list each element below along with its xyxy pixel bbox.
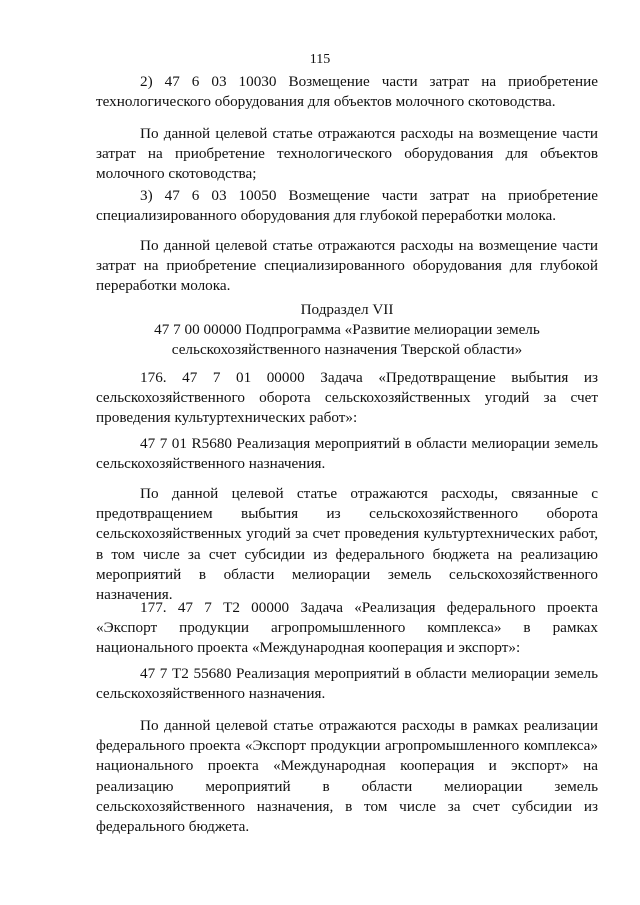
paragraph-task-177: 177. 47 7 Т2 00000 Задача «Реализация федерального проекта «Экспорт продукции агропромышленного комплекса» в рамках национального проекта «Международная кооперация и экспорт»: bbox=[96, 599, 598, 657]
subsection-title: Подраздел VII bbox=[300, 301, 394, 318]
paragraph-article-t255680: 47 7 Т2 55680 Реализация мероприятий в области мелиорации земель сельскохозяйственного назначения. bbox=[96, 665, 598, 703]
page-number: 115 bbox=[309, 52, 331, 67]
paragraph-description-t255680: По данной целевой статье отражаются расходы в рамках реализации федерального проекта «Экспорт продукции агропромышленного комплекса» национального проекта «Международная кооперация и экспорт» на реализацию мероприятий в области мелиорации земель сельскохозяйственного назначения, в том числе за счет субсидии из федерального бюджета. bbox=[96, 717, 598, 836]
paragraph-task-176: 176. 47 7 01 00000 Задача «Предотвращение выбытия из сельскохозяйственного оборота сельскохозяйственных угодий за счет проведения культуртехнических работ»: bbox=[96, 369, 598, 427]
subsection-heading-line2: сельскохозяйственного назначения Тверской области» bbox=[171, 341, 523, 358]
paragraph-description-2: По данной целевой статье отражаются расходы на возмещение части затрат на приобретение технологического оборудования для объектов молочного скотоводства; bbox=[96, 125, 598, 183]
paragraph-item-3: 3) 47 6 03 10050 Возмещение части затрат на приобретение специализированного оборудования для глубокой переработки молока. bbox=[96, 187, 598, 225]
paragraph-item-2: 2) 47 6 03 10030 Возмещение части затрат на приобретение технологического оборудования для объектов молочного скотоводства. bbox=[96, 73, 598, 111]
subsection-heading-line1: 47 7 00 00000 Подпрограмма «Развитие мелиорации земель bbox=[154, 321, 540, 338]
paragraph-description-r5680: По данной целевой статье отражаются расходы, связанные с предотвращением выбытия из сельскохозяйственного оборота сельскохозяйственных угодий за счет проведения культуртехнических работ, в том числе за счет субсидии из федерального бюджета на реализацию мероприятий в области мелиорации земель сельскохозяйственного назначения. bbox=[96, 485, 598, 604]
paragraph-article-r5680: 47 7 01 R5680 Реализация мероприятий в области мелиорации земель сельскохозяйственного назначения. bbox=[96, 435, 598, 473]
paragraph-description-3: По данной целевой статье отражаются расходы на возмещение части затрат на приобретение специализированного оборудования для глубокой переработки молока. bbox=[96, 237, 598, 295]
